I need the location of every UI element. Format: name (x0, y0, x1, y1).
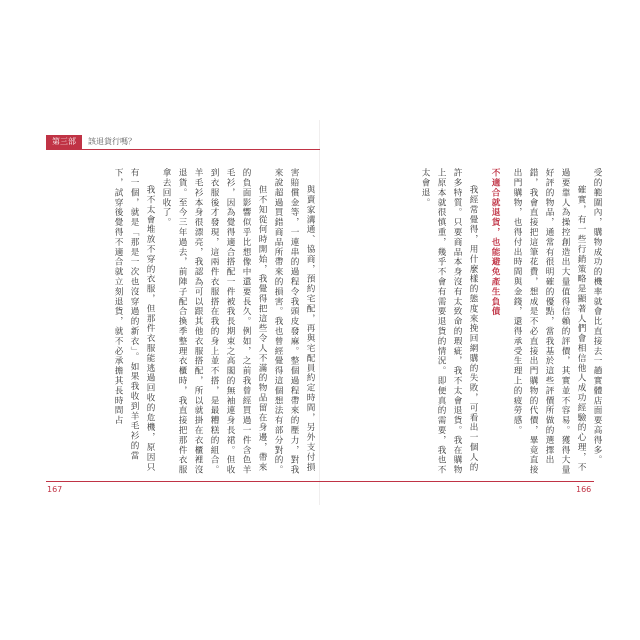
paragraph: 但不知從何時開始，我覺得把這些令人不滿的物品留在身邊，帶來的負面影響似乎比想像中還要長久。例如，之前我曾經買過一件含色羊毛衫，因為覺得適合搭配一件被我長期束之高閣的無袖連身長裙。但收到衣服後才發現，這兩件衣服搭在我的身上並不搭，是最糟糕的組合。羊毛衫本身很漂亮，我認為可以跟其他衣服搭配，所以就掛在衣櫃裡沒退貨。至今三年過去，前陣子配合換季整理衣櫃時，我直接把那件衣服拿去回收了。 (161, 168, 267, 475)
right-page-text (330, 168, 605, 478)
chapter-title: 該退貨行嗎？ (88, 137, 136, 146)
footer-rule-left (46, 481, 320, 482)
left-page-text (60, 168, 318, 478)
paragraph: 確實，有一些行銷策略是顯著人們會相信他人成功經驗的心理，不過要靠人為操控創造出大量值得信賴的評價，其實並不容易。獲得大量好評的物品，通常有很明確的優點，當我基於這些評價所做的選擇出錯，我會直接把這筆花費，想成是不必直接出門購物的代價，畢竟直接出門購物，也得付出時間與金錢，還得承受生理上的疲勞感。 (512, 168, 586, 475)
section-subheading: 不適合就退貨，也能避免產生負債 (490, 168, 500, 317)
page-number-left: 167 (47, 485, 63, 494)
paragraph: 我不太會堆放不穿的衣服，但那件衣服能逃過回收的危機，原因只有一個，就是「那是一次也沒穿過的新衣」。如果我收到羊毛衫的當下，試穿後覺得不適合就立刻退貨，就不必承擔其長時間占 (113, 168, 155, 473)
paragraph: 與賣家溝通、協商，預約宅配，再與宅配員約定時間，另外支付損害賠償金等，一連串的過程令我頭皮發麻。整個過程帶來的壓力，對我來說超過買錯商品所帶來的損害。我也曾經覺得這個想法有部分對的。 (273, 168, 315, 475)
header-rule (46, 149, 320, 150)
spine-divider (319, 120, 320, 505)
page-number-right: 166 (576, 485, 592, 494)
chapter-tab: 第三部 (46, 135, 82, 149)
paragraph: 我經常覺得，用什麼樣的態度來挽回網購的失敗，可看出一個人的許多特質。只要商品本身沒有太致命的瑕疵，我不太會退貨。我在購物上原本就很慎重，幾乎不會有需要退貨的情況。即便真的需要，我也不太會退。 (420, 168, 478, 475)
paragraph: 受的範圍內，購物成功的機率就會比直接去一趟實體店面要高得多。 (592, 168, 602, 465)
footer-rule-right (320, 481, 594, 482)
